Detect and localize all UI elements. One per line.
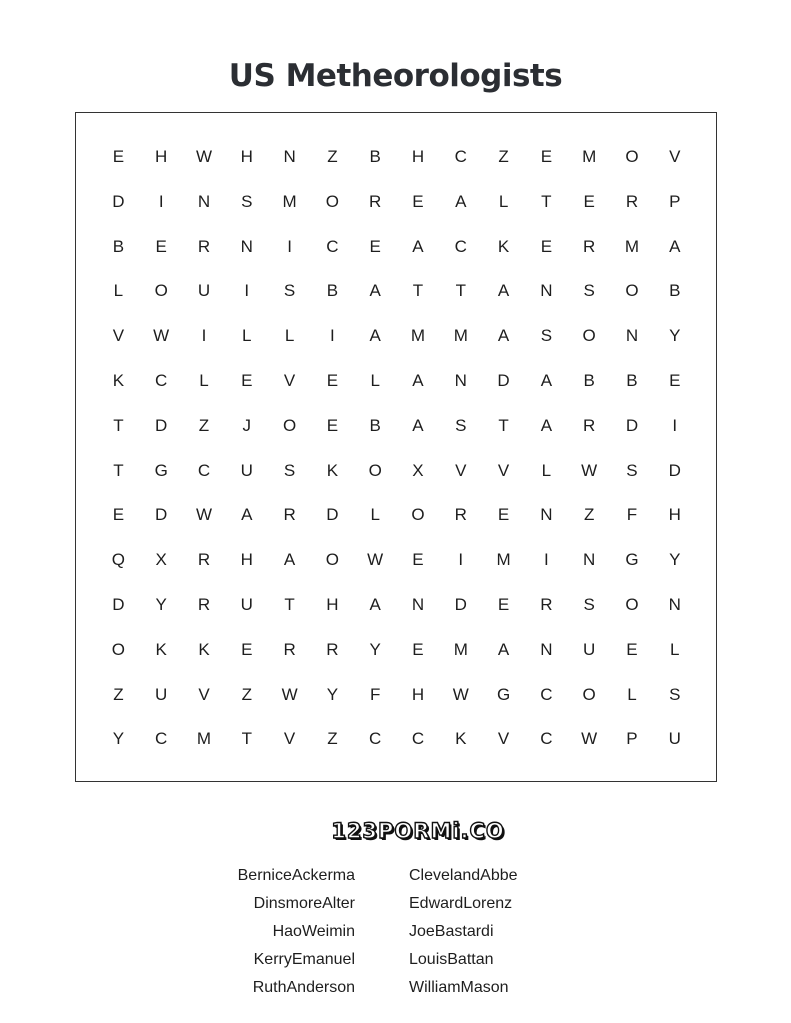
grid-letter: A [369, 281, 381, 301]
grid-letter: W [281, 684, 298, 704]
grid-letter: I [330, 326, 335, 346]
grid-letter: X [155, 550, 167, 570]
grid-letter: R [197, 550, 211, 570]
grid-letter: O [582, 684, 596, 704]
grid-letter: O [368, 460, 382, 480]
grid-letter: Z [327, 147, 338, 166]
grid-letter: V [283, 729, 296, 749]
grid-letter: Z [583, 505, 595, 525]
grid-letter: E [583, 191, 595, 211]
grid-letter: B [669, 281, 681, 301]
grid-letter: E [540, 147, 553, 166]
grid-letter: K [455, 729, 467, 749]
grid-letter: N [454, 370, 467, 390]
grid-letter: D [112, 191, 125, 211]
grid-letter: M [624, 236, 640, 256]
grid-letter: L [670, 639, 680, 659]
grid-letter: E [241, 639, 253, 659]
grid-letter: V [497, 460, 510, 480]
letter-grid [97, 135, 696, 762]
grid-letter: O [325, 550, 339, 570]
grid-letter: I [544, 550, 549, 570]
grid-letter: W [153, 326, 170, 346]
grid-letter: M [453, 639, 468, 659]
grid-letter: Q [111, 550, 126, 570]
grid-letter: O [625, 594, 639, 614]
grid-letter: L [498, 191, 509, 211]
word-list-item: ClevelandAbbe [409, 867, 518, 884]
grid-letter: E [497, 505, 510, 525]
grid-letter: Z [241, 684, 252, 704]
grid-letter: B [112, 236, 125, 256]
grid-letter: Z [113, 684, 124, 704]
grid-letter: Z [498, 147, 509, 166]
grid-letter: I [458, 550, 464, 570]
grid-letter: O [411, 505, 425, 525]
grid-letter: V [112, 326, 125, 346]
grid-letter: E [412, 550, 424, 570]
grid-letter: C [369, 729, 382, 749]
grid-letter: S [583, 594, 595, 614]
grid-letter: A [497, 281, 510, 301]
word-list-right-column [409, 862, 518, 1002]
grid-letter: H [240, 147, 253, 166]
word-list-item: EdwardLorenz [409, 895, 513, 912]
grid-letter: U [240, 460, 253, 480]
grid-letter: L [627, 684, 637, 704]
grid-letter: S [540, 326, 553, 346]
grid-letter: E [669, 370, 681, 390]
grid-letter: U [240, 594, 253, 614]
grid-letter: E [412, 639, 424, 659]
grid-letter: D [497, 370, 510, 390]
grid-letter: R [583, 415, 596, 435]
grid-letter: R [540, 594, 553, 614]
grid-letter: A [241, 505, 253, 525]
grid-letter: W [581, 729, 598, 749]
grid-letter: Y [369, 639, 381, 659]
grid-letter: A [455, 191, 467, 211]
grid-letter: W [195, 505, 213, 525]
grid-letter: S [241, 191, 253, 211]
grid-letter: B [369, 147, 381, 166]
grid-letter: D [326, 505, 339, 525]
grid-letter: L [370, 370, 380, 390]
grid-letter: D [155, 415, 168, 435]
grid-letter: O [582, 326, 596, 346]
grid-letter: E [112, 505, 125, 525]
word-list-item: DinsmoreAlter [253, 895, 355, 912]
grid-letter: U [155, 684, 168, 704]
grid-letter: L [370, 505, 380, 525]
grid-letter: U [197, 281, 211, 301]
page-title: US Metheorologists [228, 58, 563, 94]
grid-letter: S [626, 460, 638, 480]
grid-letter: A [369, 594, 381, 614]
grid-letter: D [668, 460, 681, 480]
grid-letter: O [111, 639, 126, 659]
grid-letter: T [541, 191, 552, 211]
grid-letter: M [410, 326, 426, 346]
grid-letter: N [540, 639, 553, 659]
grid-letter: B [326, 281, 339, 301]
grid-letter: L [242, 326, 252, 346]
grid-letter: N [625, 326, 639, 346]
grid-letter: M [582, 147, 597, 166]
grid-letter: E [412, 191, 424, 211]
grid-letter: M [453, 326, 468, 346]
grid-letter: Z [327, 729, 338, 749]
grid-letter: D [112, 594, 125, 614]
grid-letter: S [283, 460, 296, 480]
grid-letter: P [669, 191, 681, 211]
puzzle-grid-frame [75, 112, 717, 782]
grid-letter: N [197, 191, 211, 211]
grid-letter: A [412, 415, 424, 435]
grid-letter: T [412, 281, 424, 301]
grid-letter: A [497, 326, 510, 346]
brand-logo: 123PORMi.CO [331, 819, 505, 843]
word-list-item: KerryEmanuel [253, 951, 355, 968]
grid-letter: Z [198, 415, 210, 435]
grid-letter: A [540, 415, 553, 435]
grid-letter: S [283, 281, 296, 301]
grid-letter: O [154, 281, 168, 301]
grid-letter: E [326, 370, 339, 390]
grid-letter: E [112, 147, 125, 166]
grid-letter: D [625, 415, 639, 435]
grid-letter: A [283, 550, 296, 570]
grid-letter: N [411, 594, 425, 614]
grid-letter: C [454, 147, 467, 166]
grid-letter: A [369, 326, 381, 346]
grid-letter: K [326, 460, 339, 480]
grid-letter: N [540, 505, 553, 525]
grid-letter: M [282, 191, 297, 211]
grid-letter: T [241, 729, 252, 749]
grid-letter: T [455, 281, 466, 301]
grid-letter: L [113, 281, 124, 301]
grid-letter: M [496, 550, 511, 570]
grid-letter: L [541, 460, 552, 480]
grid-letter: M [196, 729, 212, 749]
grid-letter: E [326, 415, 339, 435]
grid-letter: K [198, 639, 210, 659]
grid-letter: S [455, 415, 467, 435]
grid-letter: A [412, 370, 424, 390]
grid-letter: B [626, 370, 638, 390]
grid-letter: U [668, 729, 681, 749]
grid-letter: E [626, 639, 638, 659]
word-list-item: BerniceAckerma [237, 867, 355, 884]
word-list-item: JoeBastardi [409, 923, 494, 940]
grid-letter: B [583, 370, 595, 390]
grid-letter: D [454, 594, 467, 614]
grid-letter: Y [669, 550, 681, 570]
grid-letter: B [369, 415, 381, 435]
grid-letter: A [497, 639, 510, 659]
grid-letter: T [113, 415, 124, 435]
grid-letter: P [626, 729, 638, 749]
grid-letter: C [540, 729, 553, 749]
grid-letter: N [583, 550, 596, 570]
word-list-left-column [238, 862, 355, 1002]
grid-letter: C [454, 236, 467, 256]
grid-letter: I [672, 415, 678, 435]
grid-letter: R [625, 191, 639, 211]
grid-letter: C [155, 370, 168, 390]
grid-letter: V [497, 729, 510, 749]
grid-letter: Y [112, 729, 125, 749]
grid-letter: G [154, 460, 168, 480]
grid-letter: D [155, 505, 168, 525]
word-list-item: WilliamMason [409, 979, 509, 996]
grid-letter: F [626, 505, 638, 525]
grid-letter: R [283, 505, 296, 525]
grid-letter: I [158, 191, 164, 211]
grid-letter: T [284, 594, 295, 614]
grid-letter: L [199, 370, 209, 390]
grid-letter: I [201, 326, 207, 346]
grid-letter: H [326, 594, 339, 614]
grid-letter: R [369, 191, 382, 211]
grid-letter: V [198, 684, 210, 704]
grid-letter: R [197, 594, 211, 614]
grid-letter: S [669, 684, 681, 704]
word-list [200, 862, 600, 1002]
grid-letter: J [242, 415, 252, 435]
grid-letter: R [583, 236, 596, 256]
word-list-item: LouisBattan [409, 951, 494, 968]
grid-letter: Y [155, 594, 167, 614]
grid-letter: R [283, 639, 296, 659]
grid-letter: H [411, 147, 425, 166]
grid-letter: N [283, 147, 296, 166]
grid-letter: Y [669, 326, 681, 346]
grid-letter: T [498, 415, 509, 435]
grid-letter: U [583, 639, 596, 659]
grid-letter: V [455, 460, 467, 480]
grid-letter: H [411, 684, 425, 704]
grid-letter: I [287, 236, 292, 256]
grid-letter: G [496, 684, 511, 704]
grid-letter: C [197, 460, 211, 480]
grid-letter: W [581, 460, 598, 480]
grid-letter: V [669, 147, 681, 166]
grid-letter: K [112, 370, 125, 390]
grid-letter: I [244, 281, 250, 301]
grid-letter: S [583, 281, 595, 301]
grid-letter: F [369, 684, 381, 704]
grid-letter: O [625, 281, 639, 301]
grid-letter: E [369, 236, 381, 256]
grid-letter: A [669, 236, 681, 256]
grid-letter: W [452, 684, 469, 704]
grid-letter: W [195, 147, 213, 166]
grid-letter: E [540, 236, 553, 256]
grid-letter: V [283, 370, 296, 390]
grid-letter: A [412, 236, 424, 256]
grid-letter: E [155, 236, 167, 256]
word-list-item: RuthAnderson [252, 979, 355, 996]
grid-letter: L [284, 326, 295, 346]
grid-letter: G [625, 550, 639, 570]
grid-letter: X [412, 460, 424, 480]
grid-letter: C [540, 684, 553, 704]
grid-letter: C [326, 236, 339, 256]
grid-letter: K [155, 639, 167, 659]
grid-letter: C [155, 729, 168, 749]
grid-letter: W [367, 550, 384, 570]
grid-letter: A [540, 370, 553, 390]
grid-letter: N [240, 236, 253, 256]
grid-letter: H [240, 550, 253, 570]
grid-letter: O [625, 147, 639, 166]
grid-letter: H [668, 505, 681, 525]
grid-letter: R [326, 639, 339, 659]
grid-letter: T [113, 460, 124, 480]
grid-letter: O [282, 415, 297, 435]
grid-letter: E [241, 370, 253, 390]
grid-letter: N [668, 594, 681, 614]
grid-letter: Y [326, 684, 339, 704]
grid-letter: C [411, 729, 425, 749]
grid-letter: K [497, 236, 510, 256]
grid-letter: E [497, 594, 510, 614]
grid-letter: N [540, 281, 553, 301]
grid-letter: H [155, 147, 168, 166]
grid-letter: R [454, 505, 467, 525]
grid-letter: R [197, 236, 211, 256]
word-list-item: HaoWeimin [272, 923, 355, 940]
grid-letter: O [325, 191, 339, 211]
